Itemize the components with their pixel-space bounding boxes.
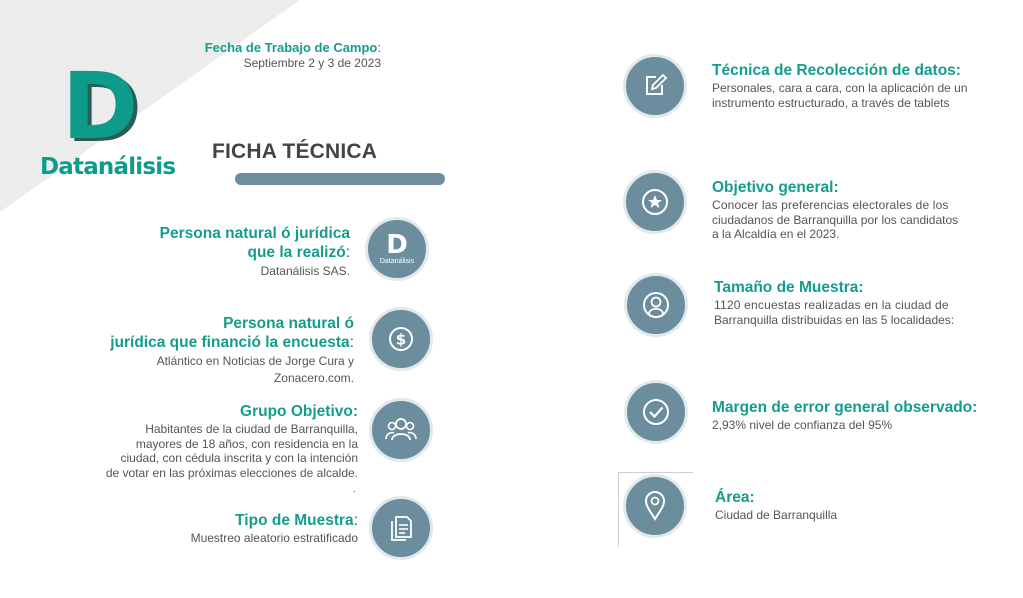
grupo-objetivo-block — [106, 402, 358, 480]
persona-financio-body-1: Atlántico en Noticias de Jorge Cura y — [156, 354, 354, 368]
dollar-icon — [369, 307, 433, 371]
page-title: FICHA TÉCNICA — [212, 140, 378, 163]
fecha-label: Fecha de Trabajo de Campo — [204, 40, 378, 55]
area-body: Ciudad de Barranquilla — [715, 508, 838, 522]
edit-icon — [623, 54, 687, 118]
area-block — [715, 488, 965, 523]
tamano-block — [714, 278, 1004, 327]
grupo-objetivo-body-4: de votar en las próximas elecciones de alcalde. — [105, 465, 358, 480]
area-heading: Área: — [715, 489, 755, 506]
persona-financio-heading-2: jurídica que financió la encuesta — [110, 334, 350, 351]
objetivo-body-1: Conocer las preferencias electorales de los — [712, 198, 949, 212]
datanalisis-logo — [40, 53, 176, 180]
logo-letter: D — [61, 53, 139, 160]
user-icon — [624, 273, 688, 337]
persona-realizo-heading-1: Persona natural ó jurídica — [159, 225, 350, 242]
datanalisis-logo-icon: D Datanálisis — [365, 217, 429, 281]
document-icon — [369, 496, 433, 560]
persona-financio-body-2: Zonacero.com. — [273, 370, 354, 385]
group-icon — [369, 398, 433, 462]
persona-realizo-heading-2: que la realizó — [247, 244, 346, 261]
grupo-objetivo-body-2: mayores de 18 años, con residencia en la — [135, 436, 358, 451]
location-pin-icon — [623, 474, 687, 538]
margen-body: 2,93% nivel de confianza del 95% — [712, 418, 893, 432]
fecha-trabajo-campo: Fecha de Trabajo de Campo: Septiembre 2 y 3 de 2023 — [204, 40, 381, 70]
objetivo-body-3: a la Alcaldía en el 2023. — [712, 227, 840, 241]
tecnica-block — [712, 61, 1002, 110]
objetivo-block — [712, 178, 1002, 242]
star-icon — [623, 170, 687, 234]
objetivo-heading: Objetivo general: — [712, 179, 839, 196]
fecha-value: Septiembre 2 y 3 de 2023 — [243, 56, 381, 70]
tamano-body-2: Barranquilla distribuidas en las 5 localidades: — [714, 312, 955, 327]
grupo-objetivo-body-3: ciudad, con cédula inscrita y con la intención — [120, 451, 358, 465]
tipo-muestra-block: Tipo de Muestra: Muestreo aleatorio estratificado — [190, 512, 358, 545]
tipo-muestra-heading: Tipo de Muestra — [235, 512, 354, 529]
stray-dot: . — [353, 484, 356, 495]
margen-heading: Margen de error general observado: — [712, 399, 978, 416]
tipo-muestra-body: Muestreo aleatorio estratificado — [190, 531, 358, 545]
persona-financio-heading-1: Persona natural ó — [223, 315, 354, 332]
persona-realizo-body: Datanálisis SAS. — [260, 264, 350, 278]
title-underline-bar — [235, 173, 445, 185]
tamano-body-1: 1120 encuestas realizadas en la ciudad de — [714, 298, 949, 312]
tecnica-heading: Técnica de Recolección de datos: — [712, 62, 961, 79]
objetivo-body-2: ciudadanos de Barranquilla por los candidatos — [712, 212, 959, 227]
grupo-objetivo-heading: Grupo Objetivo: — [240, 403, 358, 420]
check-icon — [624, 380, 688, 444]
logo-word: Datanálisis — [40, 154, 176, 180]
persona-financio-block: Persona natural ó jurídica que financió la encuesta: Atlántico en Noticias de Jorge Cura y Zonacero.com. — [110, 315, 354, 385]
tecnica-body-1: Personales, cara a cara, con la aplicación de un — [712, 81, 968, 95]
tecnica-body-2: instrumento estructurado, a través de tablets — [712, 95, 950, 110]
persona-realizo-block: Persona natural ó jurídica que la realizó: Datanálisis SAS. — [159, 225, 350, 278]
grupo-objetivo-body-1: Habitantes de la ciudad de Barranquilla, — [145, 422, 358, 436]
svg-text:$: $ — [395, 330, 407, 349]
tamano-heading: Tamaño de Muestra: — [714, 279, 864, 296]
margen-block — [712, 398, 1017, 433]
